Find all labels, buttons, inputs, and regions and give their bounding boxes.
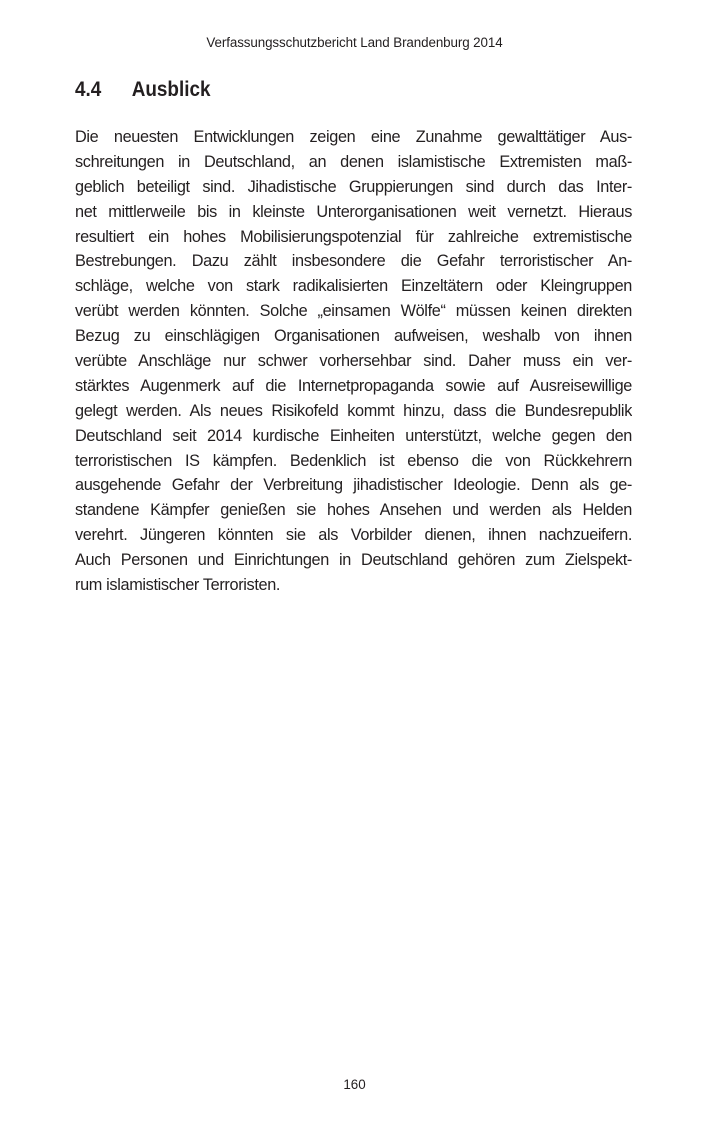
running-header: Verfassungsschutzbericht Land Brandenburg 2014: [206, 35, 503, 50]
text-line: Bestrebungen. Dazu zählt insbesondere die Gefahr terroristischer An-: [75, 252, 632, 271]
text-line: resultiert ein hohes Mobilisierungspotenzial für zahlreiche extremistische: [75, 227, 632, 246]
text-line: verübte Anschläge nur schwer vorhersehbar sind. Daher muss ein ver-: [75, 352, 632, 371]
text-line: stärktes Augenmerk auf die Internetpropaganda sowie auf Ausreisewillige: [75, 376, 632, 395]
text-line: standene Kämpfer genießen sie hohes Ansehen und werden als Helden: [75, 501, 632, 520]
text-line: verehrt. Jüngeren könnten sie als Vorbilder dienen, ihnen nachzueifern.: [75, 526, 632, 545]
body-paragraph: [75, 125, 632, 598]
section-title: Ausblick: [131, 78, 211, 101]
text-line: schläge, welche von stark radikalisierten Einzeltätern oder Kleingruppen: [75, 277, 632, 296]
text-line: Bezug zu einschlägigen Organisationen aufweisen, weshalb von ihnen: [75, 327, 632, 346]
text-line: terroristischen IS kämpfen. Bedenklich ist ebenso die von Rückkehrern: [75, 451, 632, 470]
text-line: Auch Personen und Einrichtungen in Deutschland gehören zum Zielspekt-: [75, 551, 632, 570]
page-number: 160: [343, 1077, 366, 1092]
text-line: rum islamistischer Terroristen.: [75, 576, 281, 595]
text-line: schreitungen in Deutschland, an denen islamistische Extremisten maß-: [75, 152, 632, 171]
text-line: Die neuesten Entwicklungen zeigen eine Zunahme gewalttätiger Aus-: [75, 128, 632, 146]
text-line: gelegt werden. Als neues Risikofeld kommt hinzu, dass die Bundesrepublik: [75, 401, 632, 420]
text-line: Deutschland seit 2014 kurdische Einheiten unterstützt, welche gegen den: [75, 426, 632, 445]
text-line: geblich beteiligt sind. Jihadistische Gruppierungen sind durch das Inter-: [75, 177, 632, 196]
section-number: 4.4: [75, 78, 102, 101]
text-line: ausgehende Gefahr der Verbreitung jihadistischer Ideologie. Denn als ge-: [75, 476, 632, 495]
text-line: net mittlerweile bis in kleinste Unterorganisationen weit vernetzt. Hieraus: [75, 202, 632, 221]
section-heading: [75, 78, 210, 102]
text-line: verübt werden könnten. Solche „einsamen Wölfe“ müssen keinen direkten: [75, 302, 632, 321]
